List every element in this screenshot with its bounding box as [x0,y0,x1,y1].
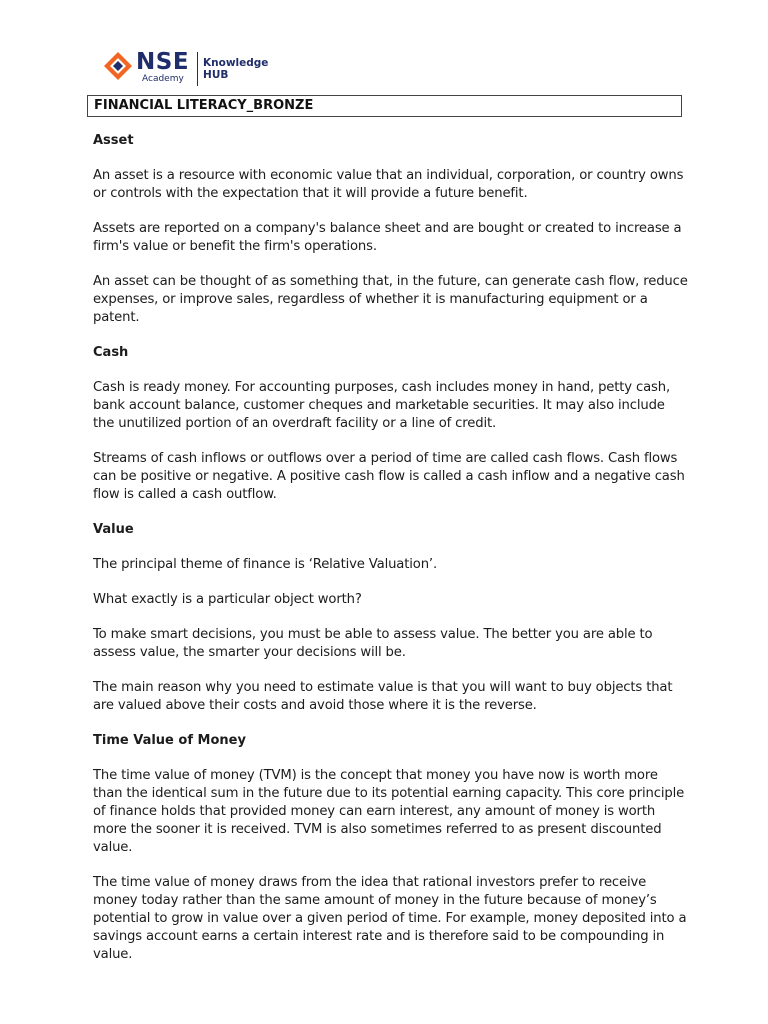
logo-divider [197,52,198,86]
document-body [93,132,688,981]
section-heading-asset: Asset [93,133,134,148]
hub-text: HUB [203,69,229,81]
knowledge-text: Knowledge [203,57,269,69]
paragraph: The principal theme of finance is ‘Relative Valuation’. [93,557,437,572]
nse-academy-logo [104,50,268,90]
nse-wordmark [136,50,189,85]
section-heading-value: Value [93,522,134,537]
nse-logo-mark-icon [104,52,132,80]
section-heading-cash: Cash [93,345,129,360]
paragraph: An asset can be thought of as something that, in the future, can generate cash flow, reduce expenses, or improve sales, regardless of whether it is manufacturing equipment or a patent. [93,274,688,325]
paragraph: An asset is a resource with economic value that an individual, corporation, or country owns or controls with the expectation that it will provide a future benefit. [93,168,684,201]
paragraph: The main reason why you need to estimate value is that you will want to buy objects that are valued above their costs and avoid those where it is the reverse. [93,680,673,713]
paragraph: Assets are reported on a company's balance sheet and are bought or created to increase a firm's value or benefit the firm's operations. [93,221,682,254]
paragraph: What exactly is a particular object worth? [93,592,362,607]
paragraph: To make smart decisions, you must be able to assess value. The better you are able to assess value, the smarter your decisions will be. [93,627,653,660]
knowledge-hub-wordmark [203,57,268,81]
paragraph: Streams of cash inflows or outflows over a period of time are called cash flows. Cash flows can be positive or negative. A positive cash flow is called a cash inflow and a negative cash flow is called a cash outflow. [93,451,685,502]
paragraph: Cash is ready money. For accounting purposes, cash includes money in hand, petty cash, bank account balance, customer cheques and marketable securities. It may also include the unutilized portion of an overdraft facility or a line of credit. [93,380,670,431]
academy-text: Academy [142,74,184,84]
document-title-box: FINANCIAL LITERACY_BRONZE [87,95,682,117]
paragraph: The time value of money draws from the idea that rational investors prefer to receive money today rather than the same amount of money in the future because of money’s potential to grow in value over a given period of time. For example, money deposited into a savings account earns a certain interest rate and is therefore said to be compounding in value. [93,875,687,962]
section-heading-time-value-of-money: Time Value of Money [93,733,246,748]
nse-brand-text: NSE [136,49,190,75]
paragraph: The time value of money (TVM) is the concept that money you have now is worth more than the identical sum in the future due to its potential earning capacity. This core principle of finance holds that provided money can earn interest, any amount of money is worth more the sooner it is received. TVM is also sometimes referred to as present discounted value. [93,768,685,855]
